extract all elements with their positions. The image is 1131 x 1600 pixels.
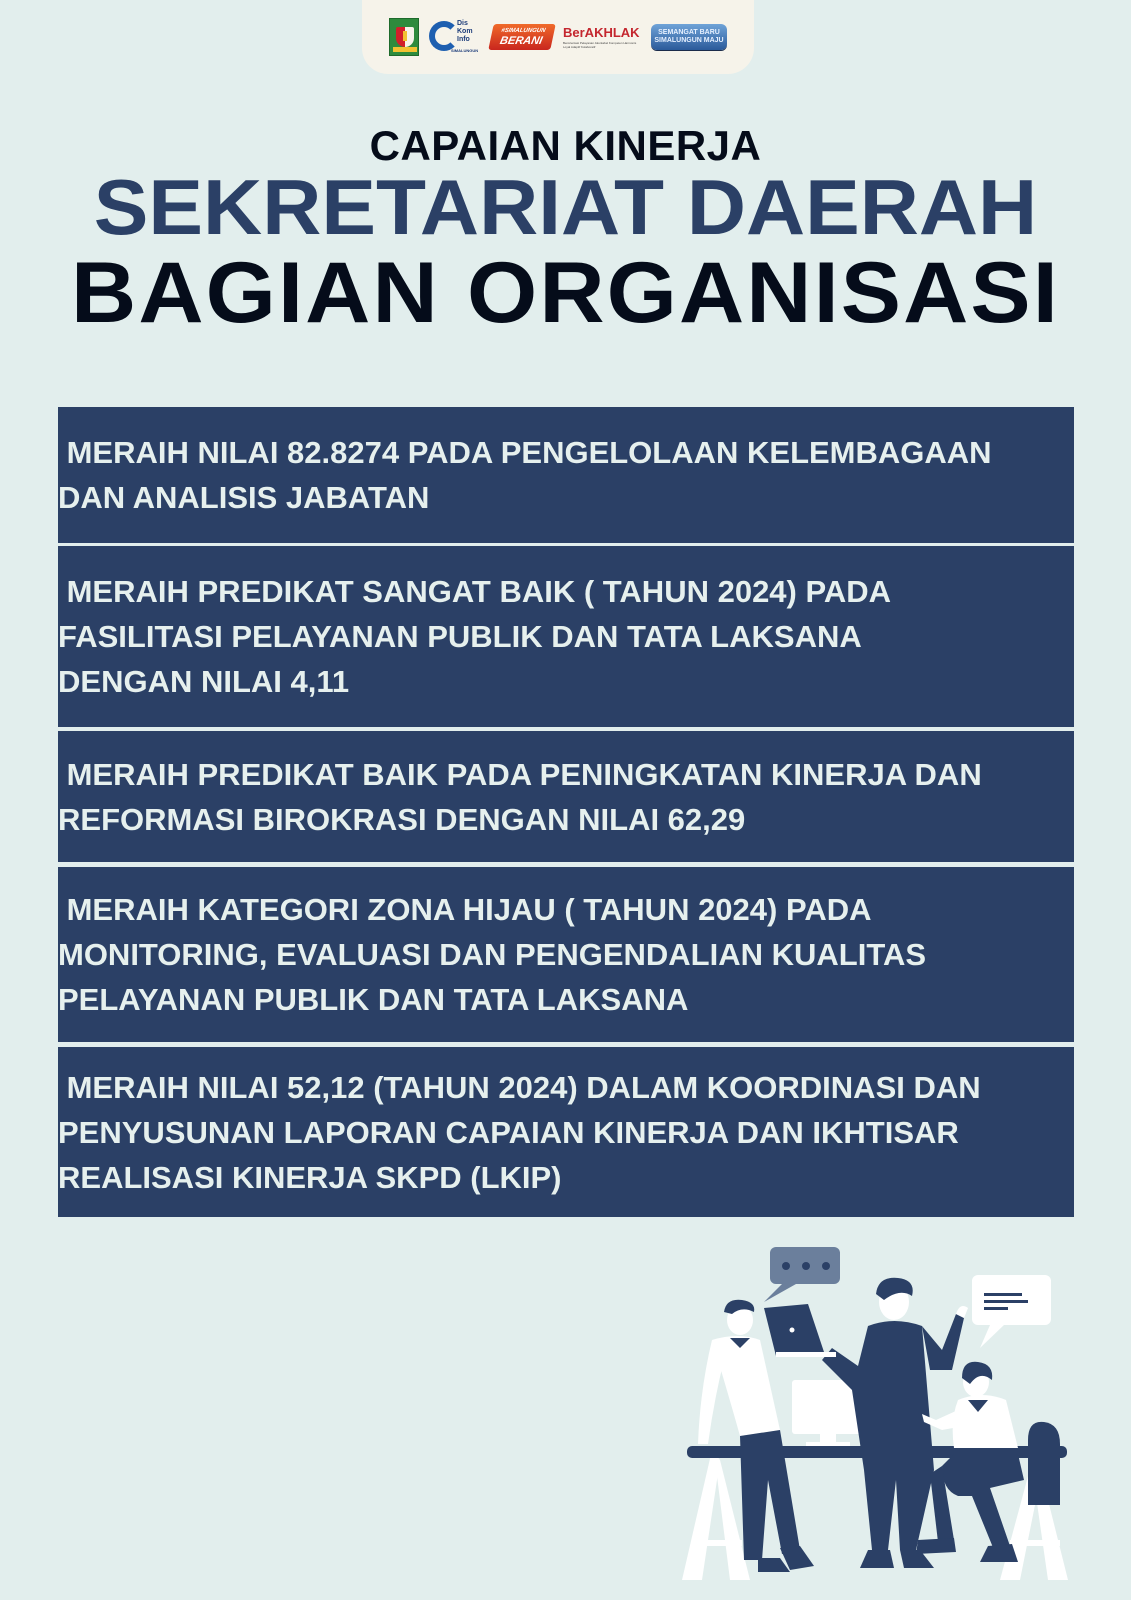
- achievement-line: MERAIH KATEGORI ZONA HIJAU ( TAHUN 2024) PADA: [58, 892, 872, 927]
- achievement-item: [58, 731, 1074, 862]
- semangat-text-2: SIMALUNGUN MAJU: [654, 37, 724, 44]
- achievement-line: MERAIH PREDIKAT SANGAT BAIK ( TAHUN 2024) PADA: [58, 574, 892, 609]
- semangat-text-1: SEMANGAT BARU: [658, 29, 720, 36]
- diskominfo-text-2: Kom: [457, 28, 473, 35]
- speech-bubble-text-icon: [972, 1275, 1051, 1348]
- berakhlak-tagline: Berorientasi Pelayanan Akuntabel Kompeten Harmonis Loyal Adaptif Kolaboratif: [563, 41, 637, 49]
- speech-bubble-dots-icon: [764, 1247, 840, 1302]
- achievement-item: [58, 1047, 1074, 1217]
- title-capaian-kinerja: CAPAIAN KINERJA: [369, 122, 762, 169]
- achievement-line: MERAIH NILAI 82.8274 PADA PENGELOLAAN KELEMBAGAAN: [58, 435, 992, 470]
- berakhlak-logo-icon: [563, 22, 641, 52]
- achievement-line: FASILITASI PELAYANAN PUBLIK DAN TATA LAKSANA: [58, 619, 862, 654]
- semangat-baru-logo-icon: [651, 24, 727, 50]
- achievement-line: MONITORING, EVALUASI DAN PENGENDALIAN KUALITAS: [58, 937, 927, 972]
- pemkab-emblem-icon: [389, 18, 419, 56]
- achievement-item: [58, 867, 1074, 1042]
- achievement-line: MERAIH NILAI 52,12 (TAHUN 2024) DALAM KOORDINASI DAN: [58, 1069, 981, 1105]
- diskominfo-subtext: SIMALUNGUN: [451, 48, 479, 53]
- achievement-item: [58, 546, 1074, 727]
- achievement-line: REFORMASI BIROKRASI DENGAN NILAI 62,29: [58, 801, 746, 837]
- berani-text-1: #SIMALUNGUN: [500, 27, 547, 34]
- achievement-line: DAN ANALISIS JABATAN: [58, 480, 430, 515]
- logo-bar: [362, 0, 754, 74]
- berakhlak-text: BerAKHLAK: [563, 25, 640, 40]
- achievement-line: PELAYANAN PUBLIK DAN TATA LAKSANA: [58, 982, 689, 1017]
- diskominfo-text-1: Dis: [457, 20, 468, 27]
- achievement-line: DENGAN NILAI 4,11: [58, 664, 350, 699]
- achievement-line: MERAIH PREDIKAT BAIK PADA PENINGKATAN KINERJA DAN: [58, 756, 982, 792]
- achievement-line: REALISASI KINERJA SKPD (LKIP): [58, 1159, 562, 1195]
- team-discussion-illustration: [672, 1240, 1092, 1580]
- achievement-item: [58, 407, 1074, 543]
- laptop-icon: [764, 1304, 836, 1357]
- title-bagian-organisasi: BAGIAN ORGANISASI: [71, 245, 1060, 341]
- title-sekretariat-daerah: SEKRETARIAT DAERAH: [93, 163, 1038, 251]
- chair: [1028, 1422, 1060, 1505]
- achievement-line: PENYUSUNAN LAPORAN CAPAIAN KINERJA DAN IKHTISAR: [58, 1114, 959, 1150]
- diskominfo-text-3: Info: [457, 36, 470, 43]
- diskominfo-logo-icon: [429, 19, 481, 55]
- simalungun-berani-logo-icon: [488, 24, 556, 50]
- berani-text-2: BERANI: [498, 34, 544, 47]
